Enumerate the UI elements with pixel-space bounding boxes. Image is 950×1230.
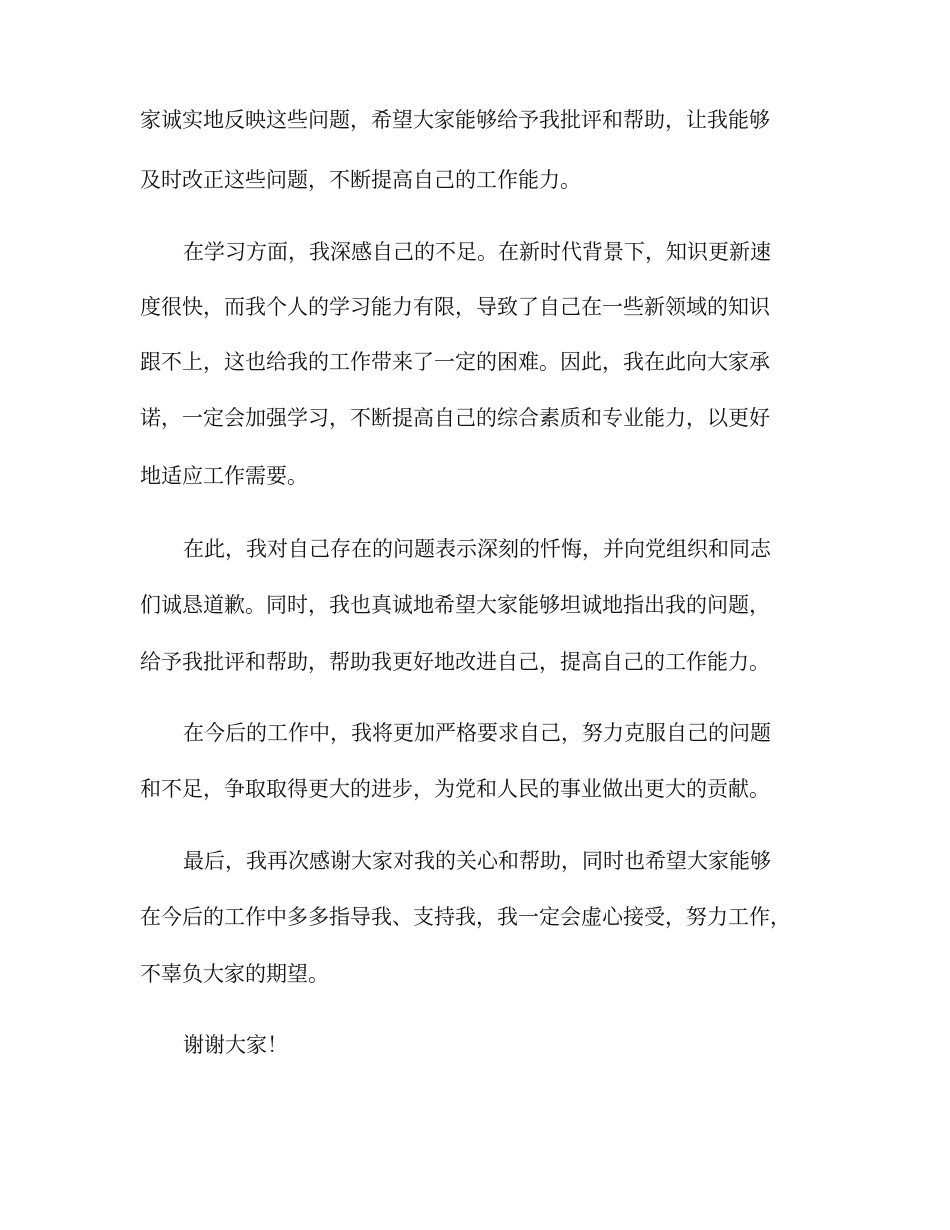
body-text-line: 及时改正这些问题，不断提高自己的工作能力。 [140, 168, 581, 192]
paragraph-first-line: 在今后的工作中，我将更加严格要求自己，努力克服自己的问题 [183, 721, 771, 745]
body-text-line: 给予我批评和帮助，帮助我更好地改进自己，提高自己的工作能力。 [140, 650, 770, 674]
paragraph-first-line: 最后，我再次感谢大家对我的关心和帮助，同时也希望大家能够 [183, 849, 771, 873]
body-text-line: 们诚恳道歉。同时，我也真诚地希望大家能够坦诚地指出我的问题， [140, 593, 770, 617]
body-text-line: 跟不上，这也给我的工作带来了一定的困难。因此，我在此向大家承 [140, 350, 770, 374]
body-text-line: 和不足，争取取得更大的进步，为党和人民的事业做出更大的贡献。 [140, 777, 770, 801]
paragraph-first-line: 在此，我对自己存在的问题表示深刻的忏悔，并向党组织和同志 [183, 537, 771, 561]
paragraph-first-line: 在学习方面，我深感自己的不足。在新时代背景下，知识更新速 [183, 240, 771, 264]
body-text-line: 诺，一定会加强学习，不断提高自己的综合素质和专业能力，以更好 [140, 406, 770, 430]
body-text-line: 在今后的工作中多多指导我、支持我，我一定会虚心接受，努力工作， [140, 905, 791, 929]
body-text-line: 不辜负大家的期望。 [140, 962, 329, 986]
body-text-line: 度很快，而我个人的学习能力有限，导致了自己在一些新领域的知识 [140, 295, 770, 319]
body-text-line: 家诚实地反映这些问题，希望大家能够给予我批评和帮助，让我能够 [140, 108, 770, 132]
closing-thanks: 谢谢大家！ [183, 1033, 288, 1057]
body-text-line: 地适应工作需要。 [140, 464, 308, 488]
